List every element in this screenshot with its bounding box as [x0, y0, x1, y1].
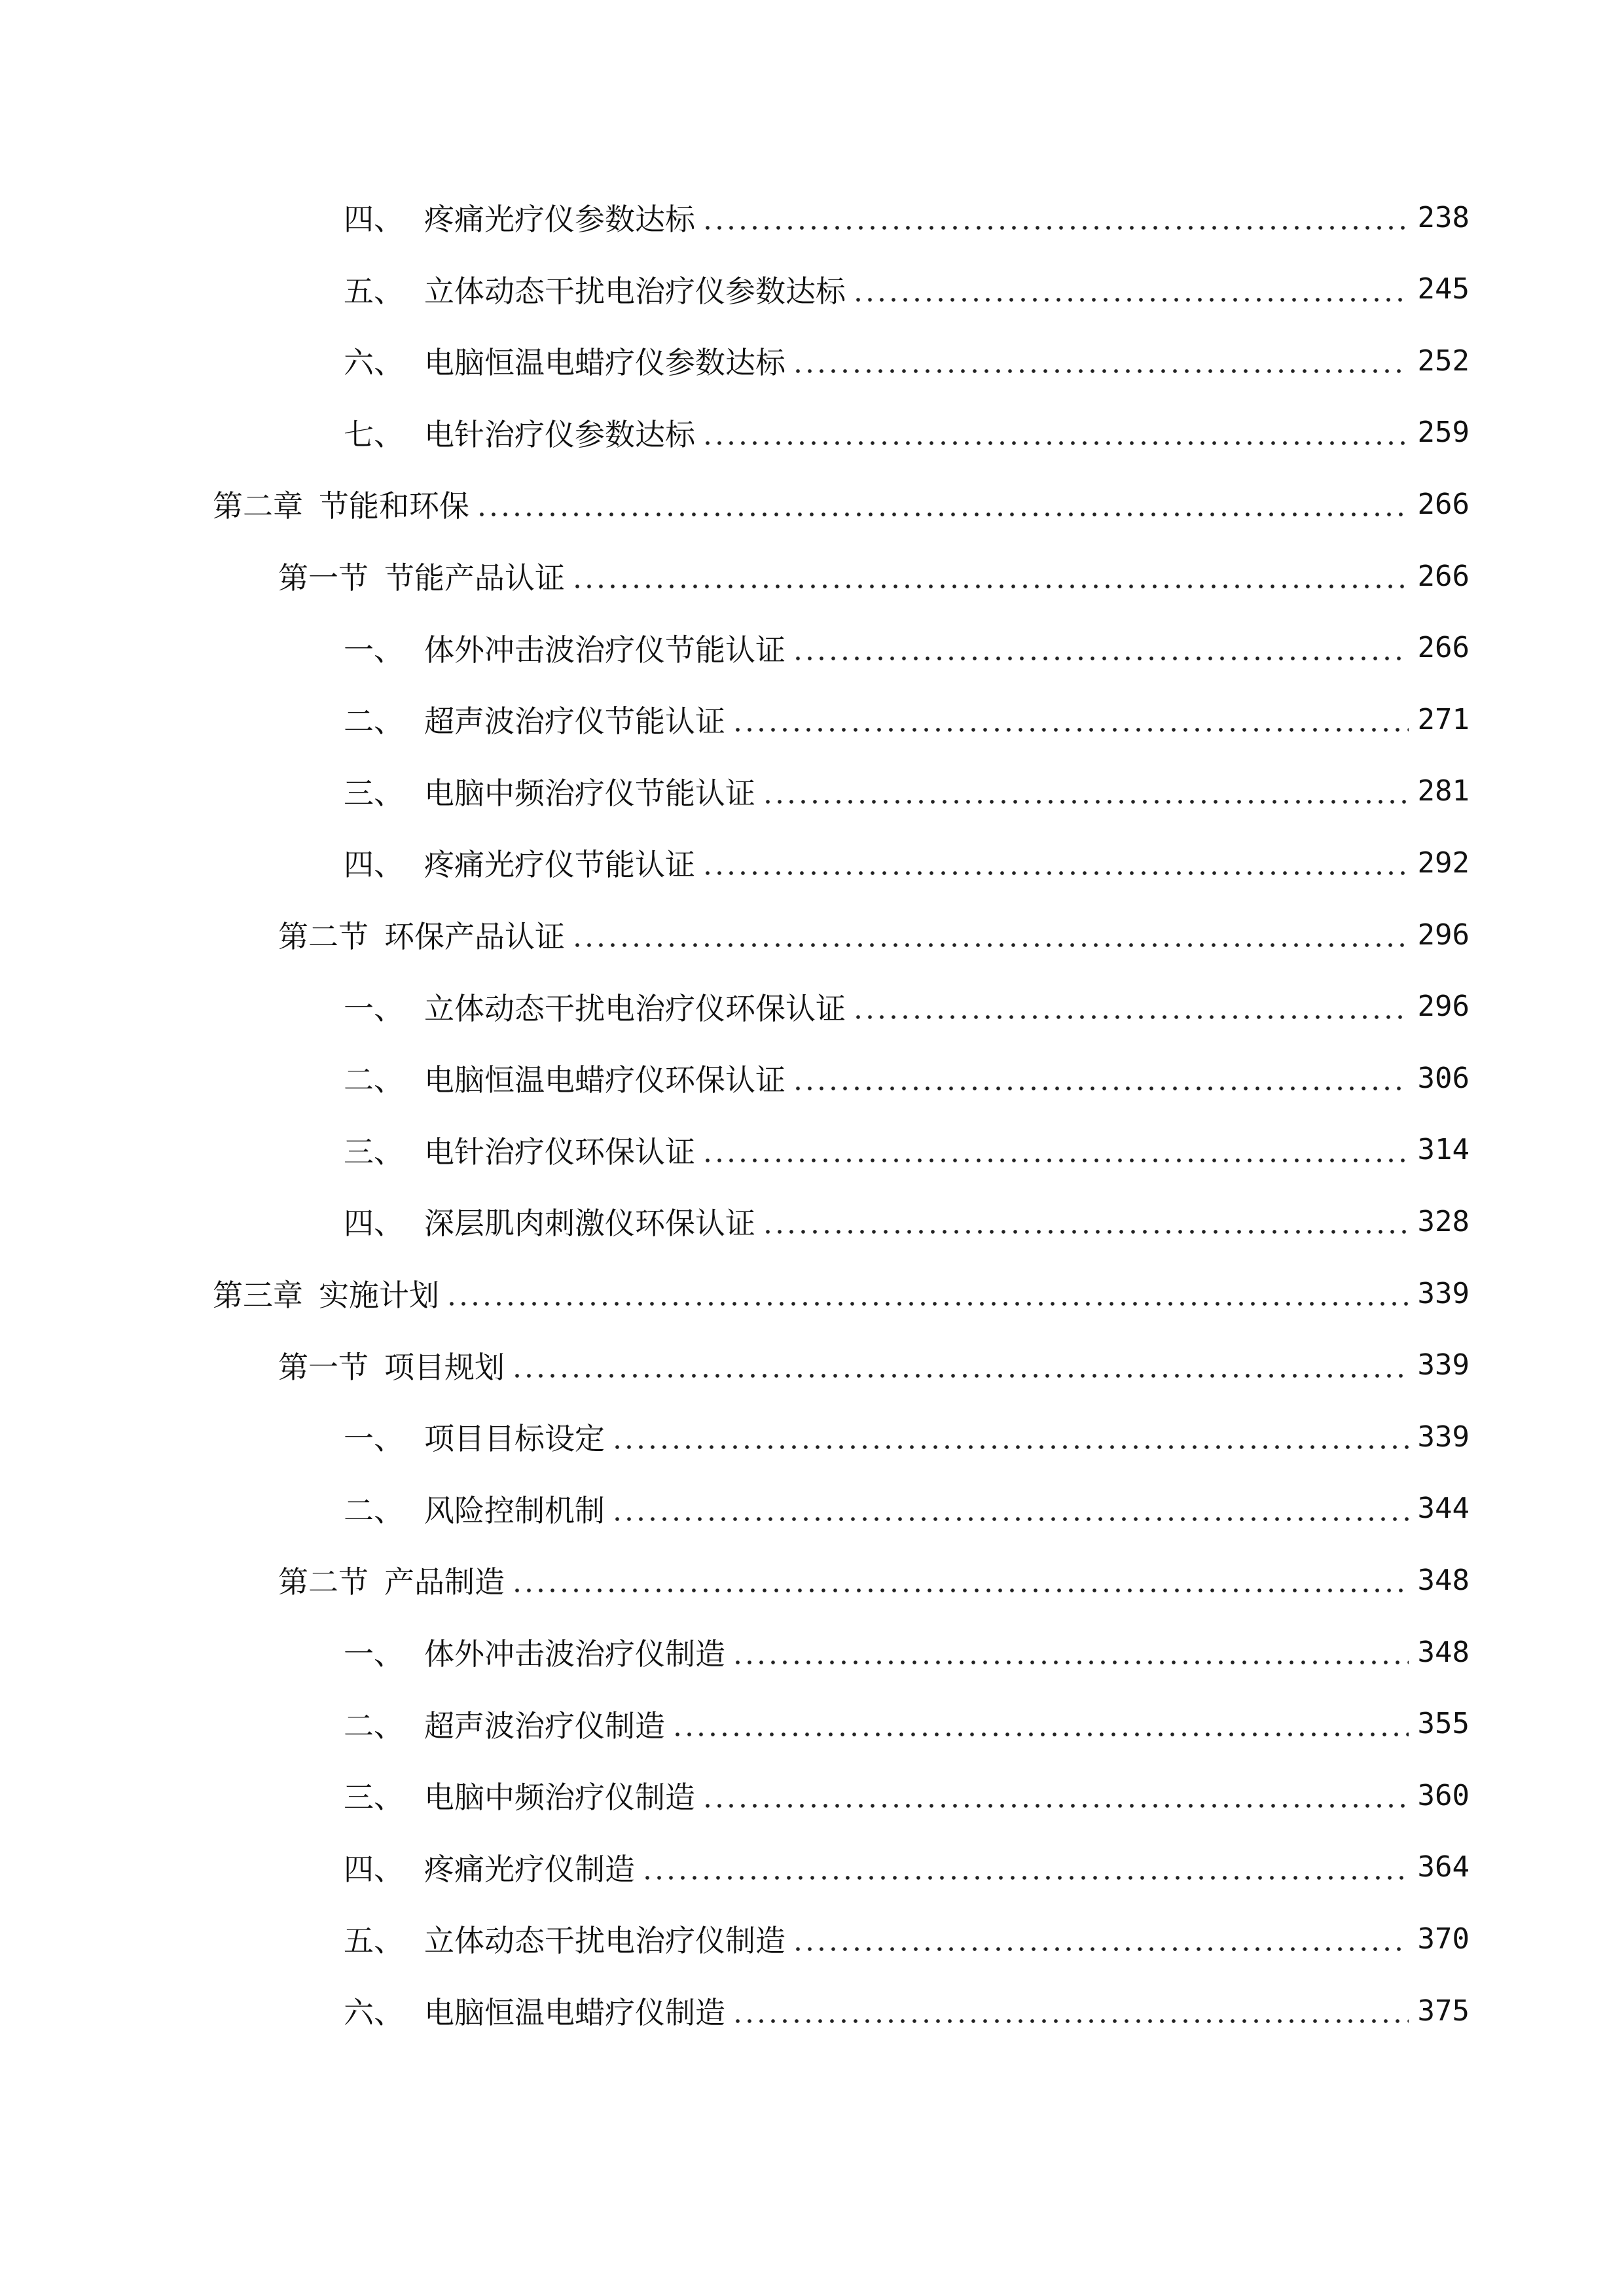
- toc-entry-number: 一、: [344, 1636, 404, 1672]
- toc-entry-title: 实施计划: [319, 1278, 439, 1313]
- toc-entry-page-number: 364: [1417, 1850, 1470, 1884]
- toc-entry-page-number: 344: [1417, 1492, 1470, 1526]
- toc-entry-content: [344, 1769, 1470, 1821]
- toc-subsection-entry[interactable]: [0, 622, 1624, 674]
- dot-leader: [732, 1636, 1409, 1668]
- toc-entry-number: 一、: [344, 990, 404, 1026]
- toc-entry-page-number: 266: [1417, 487, 1470, 521]
- toc-entry-content: [344, 765, 1470, 817]
- toc-subsection-entry[interactable]: [0, 1124, 1624, 1176]
- toc-entry-page-number: 245: [1417, 272, 1470, 306]
- toc-entry-content: [344, 1124, 1470, 1176]
- dot-leader: [762, 775, 1409, 808]
- toc-subsection-entry[interactable]: [0, 836, 1624, 889]
- dot-leader: [852, 273, 1409, 306]
- toc-entry-number: 第一节: [278, 560, 369, 596]
- dot-leader: [762, 1205, 1409, 1238]
- toc-subsection-entry[interactable]: [0, 980, 1624, 1033]
- toc-subsection-entry[interactable]: [0, 191, 1624, 243]
- toc-subsection-entry[interactable]: [0, 1841, 1624, 1893]
- toc-entry-title: 电脑恒温电蜡疗仪环保认证: [424, 1062, 785, 1098]
- toc-entry-content: [344, 836, 1470, 889]
- toc-entry-page-number: 271: [1417, 702, 1470, 736]
- toc-entry-title: 电脑中频治疗仪节能认证: [424, 775, 755, 811]
- toc-entry-page-number: 360: [1417, 1778, 1470, 1812]
- toc-entry-content: [344, 1984, 1470, 2037]
- toc-entry-page-number: 339: [1417, 1420, 1470, 1454]
- toc-entry-page-number: 375: [1417, 1994, 1470, 2028]
- toc-subsection-entry[interactable]: [0, 1195, 1624, 1247]
- toc-entry-page-number: 281: [1417, 774, 1470, 808]
- toc-entry-page-number: 306: [1417, 1061, 1470, 1095]
- toc-entry-page-number: 348: [1417, 1563, 1470, 1597]
- toc-entry-page-number: 266: [1417, 631, 1470, 665]
- toc-entry-content: [344, 693, 1470, 745]
- toc-entry-title: 疼痛光疗仪制造: [424, 1851, 635, 1887]
- toc-entry-title: 疼痛光疗仪参数达标: [424, 202, 695, 237]
- toc-entry-title: 体外冲击波治疗仪制造: [424, 1636, 725, 1672]
- toc-entry-number: 三、: [344, 1780, 404, 1816]
- toc-entry-number: 五、: [344, 1923, 404, 1959]
- toc-chapter-entry[interactable]: [0, 1267, 1624, 1319]
- toc-entry-number: 四、: [344, 847, 404, 883]
- toc-section-entry[interactable]: [0, 1554, 1624, 1606]
- toc-entry-number: 第二节: [278, 919, 369, 954]
- toc-entry-title: 体外冲击波治疗仪节能认证: [424, 632, 785, 668]
- toc-entry-number: 六、: [344, 345, 404, 381]
- toc-subsection-entry[interactable]: [0, 1912, 1624, 1965]
- toc-entry-content: [344, 263, 1470, 315]
- toc-entry-title: 超声波治疗仪制造: [424, 1708, 665, 1744]
- dot-leader: [511, 1564, 1409, 1596]
- dot-leader: [641, 1851, 1409, 1884]
- toc-entry-page-number: 296: [1417, 918, 1470, 952]
- toc-entry-number: 二、: [344, 1062, 404, 1098]
- toc-entry-page-number: 339: [1417, 1348, 1470, 1382]
- toc-subsection-entry[interactable]: [0, 334, 1624, 387]
- dot-leader: [672, 1708, 1409, 1740]
- toc-subsection-entry[interactable]: [0, 263, 1624, 315]
- toc-section-entry[interactable]: [0, 550, 1624, 602]
- toc-entry-number: 第二章: [213, 488, 303, 524]
- toc-entry-title: 电脑中频治疗仪制造: [424, 1780, 695, 1816]
- toc-entry-title: 电脑恒温电蜡疗仪参数达标: [424, 345, 785, 381]
- dot-leader: [571, 918, 1409, 951]
- toc-entry-number: 二、: [344, 1708, 404, 1744]
- toc-subsection-entry[interactable]: [0, 765, 1624, 817]
- toc-entry-number: 三、: [344, 775, 404, 811]
- toc-entry-number: 七、: [344, 416, 404, 452]
- dot-leader: [611, 1420, 1409, 1453]
- dot-leader: [511, 1349, 1409, 1382]
- toc-entry-content: [344, 622, 1470, 674]
- toc-entry-content: [344, 1052, 1470, 1104]
- toc-entry-title: 节能和环保: [319, 488, 469, 524]
- toc-subsection-entry[interactable]: [0, 1698, 1624, 1750]
- dot-leader: [476, 488, 1409, 520]
- dot-leader: [792, 632, 1409, 664]
- toc-section-entry[interactable]: [0, 1339, 1624, 1391]
- toc-subsection-entry[interactable]: [0, 1410, 1624, 1463]
- toc-subsection-entry[interactable]: [0, 1984, 1624, 2037]
- toc-entry-content: [278, 1554, 1470, 1606]
- toc-entry-number: 一、: [344, 632, 404, 668]
- toc-entry-number: 第二节: [278, 1564, 369, 1600]
- toc-entry-number: 二、: [344, 1492, 404, 1528]
- toc-entry-content: [344, 1698, 1470, 1750]
- dot-leader: [702, 416, 1409, 449]
- dot-leader: [702, 846, 1409, 879]
- toc-entry-content: [344, 406, 1470, 459]
- toc-entry-page-number: 355: [1417, 1707, 1470, 1741]
- toc-entry-content: [278, 550, 1470, 602]
- toc-entry-title: 项目规划: [384, 1349, 505, 1385]
- toc-entry-page-number: 314: [1417, 1133, 1470, 1167]
- dot-leader: [611, 1492, 1409, 1525]
- toc-entry-title: 环保产品认证: [384, 919, 565, 954]
- toc-entry-number: 一、: [344, 1421, 404, 1457]
- toc-entry-page-number: 259: [1417, 416, 1470, 450]
- dot-leader: [792, 1062, 1409, 1094]
- toc-entry-title: 电针治疗仪参数达标: [424, 416, 695, 452]
- toc-entry-title: 产品制造: [384, 1564, 505, 1600]
- toc-entry-title: 节能产品认证: [384, 560, 565, 596]
- toc-subsection-entry[interactable]: [0, 406, 1624, 459]
- toc-entry-page-number: 296: [1417, 990, 1470, 1024]
- toc-entry-number: 第三章: [213, 1278, 303, 1313]
- toc-entry-page-number: 339: [1417, 1276, 1470, 1310]
- toc-entry-page-number: 252: [1417, 344, 1470, 378]
- toc-subsection-entry[interactable]: [0, 693, 1624, 745]
- toc-entry-content: [278, 1339, 1470, 1391]
- toc-entry-content: [344, 1841, 1470, 1893]
- toc-subsection-entry[interactable]: [0, 1769, 1624, 1821]
- toc-entry-number: 六、: [344, 1995, 404, 2030]
- toc-entry-content: [344, 1482, 1470, 1535]
- toc-entry-number: 四、: [344, 1851, 404, 1887]
- toc-entry-title: 立体动态干扰电治疗仪参数达标: [424, 273, 846, 309]
- toc-entry-content: [344, 1626, 1470, 1678]
- toc-entry-content: [278, 908, 1470, 961]
- toc-chapter-entry[interactable]: [0, 478, 1624, 530]
- toc-entry-page-number: 266: [1417, 559, 1470, 593]
- toc-entry-title: 立体动态干扰电治疗仪制造: [424, 1923, 785, 1959]
- toc-entry-content: [344, 334, 1470, 387]
- toc-entry-page-number: 370: [1417, 1922, 1470, 1956]
- dot-leader: [446, 1277, 1409, 1310]
- dot-leader: [852, 990, 1409, 1023]
- toc-entry-number: 四、: [344, 202, 404, 237]
- toc-entry-page-number: 292: [1417, 846, 1470, 880]
- toc-entry-number: 三、: [344, 1134, 404, 1170]
- toc-entry-content: [213, 478, 1470, 530]
- dot-leader: [792, 1922, 1409, 1955]
- dot-leader: [702, 201, 1409, 234]
- toc-entry-content: [344, 980, 1470, 1033]
- toc-entry-content: [344, 1195, 1470, 1247]
- dot-leader: [702, 1779, 1409, 1812]
- toc-entry-page-number: 328: [1417, 1204, 1470, 1238]
- toc-entry-content: [213, 1267, 1470, 1319]
- dot-leader: [732, 1994, 1409, 2027]
- toc-section-entry[interactable]: [0, 908, 1624, 961]
- toc-entry-number: 五、: [344, 273, 404, 309]
- dot-leader: [702, 1134, 1409, 1166]
- toc-entry-title: 电脑恒温电蜡疗仪制造: [424, 1995, 725, 2030]
- toc-entry-content: [344, 191, 1470, 243]
- dot-leader: [732, 703, 1409, 736]
- toc-entry-page-number: 348: [1417, 1635, 1470, 1669]
- toc-subsection-entry[interactable]: [0, 1626, 1624, 1678]
- toc-entry-title: 风险控制机制: [424, 1492, 605, 1528]
- toc-subsection-entry[interactable]: [0, 1052, 1624, 1104]
- toc-entry-title: 疼痛光疗仪节能认证: [424, 847, 695, 883]
- toc-entry-title: 深层肌肉刺激仪环保认证: [424, 1206, 755, 1242]
- toc-entry-number: 二、: [344, 704, 404, 740]
- toc-entry-title: 立体动态干扰电治疗仪环保认证: [424, 990, 846, 1026]
- toc-entry-page-number: 238: [1417, 200, 1470, 234]
- toc-entry-content: [344, 1912, 1470, 1965]
- toc-subsection-entry[interactable]: [0, 1482, 1624, 1535]
- toc-entry-title: 超声波治疗仪节能认证: [424, 704, 725, 740]
- dot-leader: [792, 344, 1409, 377]
- toc-entry-title: 项目目标设定: [424, 1421, 605, 1457]
- toc-entry-title: 电针治疗仪环保认证: [424, 1134, 695, 1170]
- toc-entry-number: 四、: [344, 1206, 404, 1242]
- toc-entry-number: 第一节: [278, 1349, 369, 1385]
- dot-leader: [571, 560, 1409, 592]
- toc-entry-content: [344, 1410, 1470, 1463]
